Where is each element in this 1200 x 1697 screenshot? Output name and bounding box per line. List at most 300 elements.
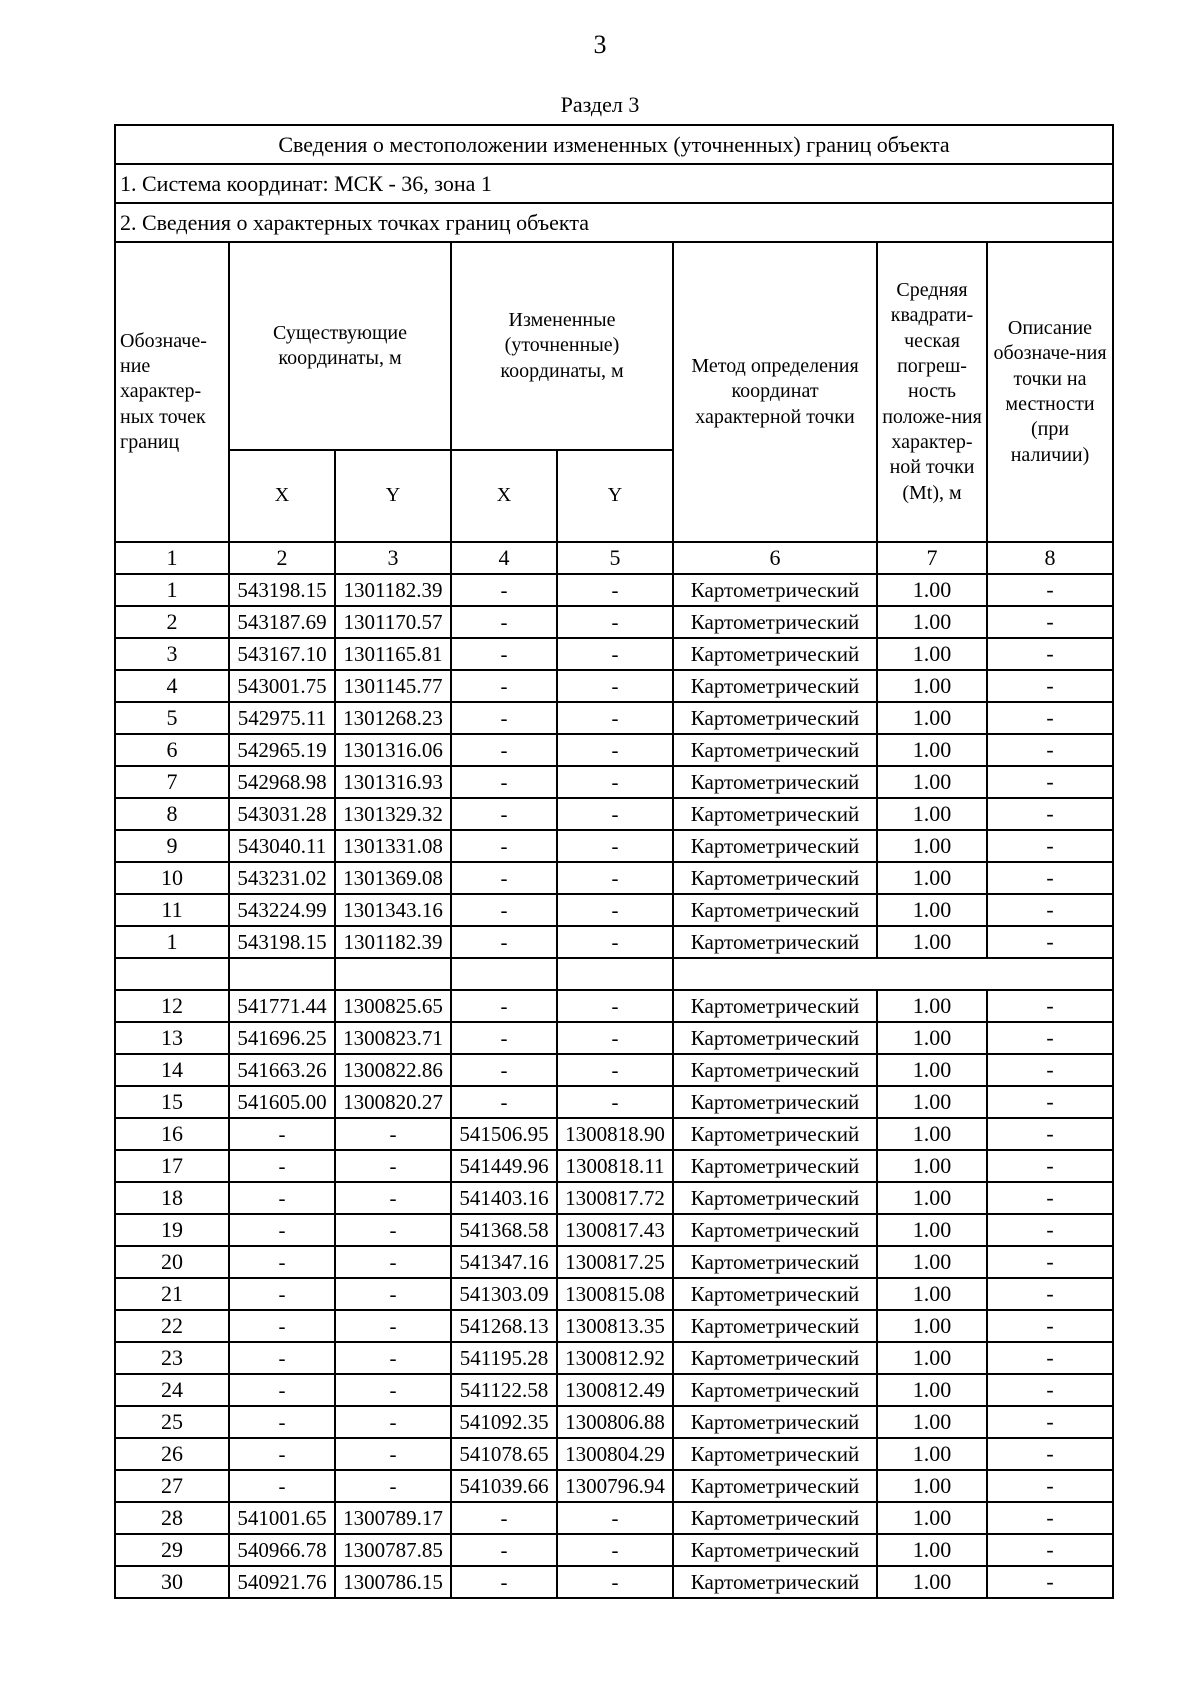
table-row: [115, 1278, 1113, 1310]
column-number: 7: [877, 542, 987, 574]
cell-y-changed: -: [557, 734, 673, 766]
cell-x-changed: -: [451, 734, 557, 766]
cell-mean-error: 1.00: [877, 1182, 987, 1214]
column-number: 8: [987, 542, 1113, 574]
cell-mean-error: 1.00: [877, 670, 987, 702]
cell-description: -: [987, 766, 1113, 798]
cell-y-changed: -: [557, 926, 673, 958]
cell-y-changed: -: [557, 798, 673, 830]
cell-mean-error: 1.00: [877, 1054, 987, 1086]
cell-y-changed: 1300813.35: [557, 1310, 673, 1342]
cell-description: -: [987, 1246, 1113, 1278]
cell-point: 9: [115, 830, 229, 862]
cell-y-existing: 1301182.39: [335, 926, 451, 958]
cell-x-existing: 543198.15: [229, 574, 335, 606]
cell-y-existing: 1301165.81: [335, 638, 451, 670]
cell-method: Картометрический: [673, 638, 877, 670]
cell-y-existing: 1300825.65: [335, 990, 451, 1022]
cell-point: 28: [115, 1502, 229, 1534]
cell-point: 5: [115, 702, 229, 734]
cell-y-existing: -: [335, 1246, 451, 1278]
cell-method: Картометрический: [673, 766, 877, 798]
cell-method: Картометрический: [673, 894, 877, 926]
cell-x-existing: 542968.98: [229, 766, 335, 798]
cell-description: -: [987, 830, 1113, 862]
cell-mean-error: 1.00: [877, 1118, 987, 1150]
cell-x-existing: -: [229, 1438, 335, 1470]
cell-description: -: [987, 1534, 1113, 1566]
cell-x-changed: 541122.58: [451, 1374, 557, 1406]
cell-x-existing: 541696.25: [229, 1022, 335, 1054]
cell-y-changed: -: [557, 1022, 673, 1054]
cell-description: -: [987, 638, 1113, 670]
cell-y-existing: 1301182.39: [335, 574, 451, 606]
cell-description: -: [987, 1374, 1113, 1406]
cell-x-existing: -: [229, 1374, 335, 1406]
cell-method: Картометрический: [673, 1310, 877, 1342]
cell-description: -: [987, 926, 1113, 958]
cell-x-changed: 541449.96: [451, 1150, 557, 1182]
cell-point: 1: [115, 574, 229, 606]
cell-y-changed: -: [557, 766, 673, 798]
cell-mean-error: 1.00: [877, 894, 987, 926]
cell-method: Картометрический: [673, 1054, 877, 1086]
cell-x-changed: -: [451, 702, 557, 734]
coordinate-system: 1. Система координат: МСК - 36, зона 1: [115, 164, 1113, 203]
table-row: [115, 926, 1113, 958]
cell-x-existing: 542975.11: [229, 702, 335, 734]
cell-mean-error: 1.00: [877, 1022, 987, 1054]
cell-method: Картометрический: [673, 1086, 877, 1118]
header-method: Метод определения координат характерной точки: [673, 242, 877, 542]
separator-row: [115, 958, 1113, 990]
cell-method: Картометрический: [673, 1534, 877, 1566]
cell-point: 30: [115, 1566, 229, 1598]
cell-mean-error: 1.00: [877, 830, 987, 862]
cell-x-changed: -: [451, 1566, 557, 1598]
table-row: [115, 734, 1113, 766]
cell-point: 12: [115, 990, 229, 1022]
table-row: [115, 1118, 1113, 1150]
column-numbers-row: [115, 542, 1113, 574]
cell-point: 8: [115, 798, 229, 830]
table-row: [115, 1566, 1113, 1598]
cell-x-existing: -: [229, 1310, 335, 1342]
section-title: Раздел 3: [560, 92, 640, 117]
cell-y-changed: 1300804.29: [557, 1438, 673, 1470]
cell-method: Картометрический: [673, 1438, 877, 1470]
cell-y-existing: 1301268.23: [335, 702, 451, 734]
cell-method: Картометрический: [673, 1470, 877, 1502]
table-row: [115, 798, 1113, 830]
cell-x-existing: 540921.76: [229, 1566, 335, 1598]
cell-y-existing: -: [335, 1406, 451, 1438]
cell-point: 26: [115, 1438, 229, 1470]
cell-x-existing: 543031.28: [229, 798, 335, 830]
cell-point: 25: [115, 1406, 229, 1438]
cell-y-existing: 1301331.08: [335, 830, 451, 862]
cell-mean-error: 1.00: [877, 990, 987, 1022]
cell-y-changed: -: [557, 1054, 673, 1086]
cell-y-changed: 1300806.88: [557, 1406, 673, 1438]
cell-point: 6: [115, 734, 229, 766]
cell-point: 2: [115, 606, 229, 638]
page-number: 3: [593, 30, 607, 59]
cell-x-changed: -: [451, 670, 557, 702]
cell-description: -: [987, 1406, 1113, 1438]
cell-mean-error: 1.00: [877, 1470, 987, 1502]
cell-point: 1: [115, 926, 229, 958]
table-row: [115, 1182, 1113, 1214]
separator-cell: [673, 958, 1113, 990]
cell-x-changed: -: [451, 574, 557, 606]
cell-x-changed: 541268.13: [451, 1310, 557, 1342]
cell-point: 24: [115, 1374, 229, 1406]
cell-mean-error: 1.00: [877, 1310, 987, 1342]
cell-description: -: [987, 1502, 1113, 1534]
cell-description: -: [987, 862, 1113, 894]
cell-point: 16: [115, 1118, 229, 1150]
cell-x-changed: -: [451, 606, 557, 638]
cell-mean-error: 1.00: [877, 798, 987, 830]
table-row: [115, 702, 1113, 734]
cell-y-changed: 1300796.94: [557, 1470, 673, 1502]
cell-description: -: [987, 990, 1113, 1022]
cell-x-existing: -: [229, 1342, 335, 1374]
cell-point: 10: [115, 862, 229, 894]
cell-y-changed: 1300818.90: [557, 1118, 673, 1150]
cell-description: -: [987, 1022, 1113, 1054]
table-row: [115, 574, 1113, 606]
cell-mean-error: 1.00: [877, 1502, 987, 1534]
cell-y-existing: 1300822.86: [335, 1054, 451, 1086]
cell-x-existing: -: [229, 1182, 335, 1214]
cell-y-changed: -: [557, 862, 673, 894]
cell-point: 14: [115, 1054, 229, 1086]
cell-description: -: [987, 1470, 1113, 1502]
cell-mean-error: 1.00: [877, 1086, 987, 1118]
cell-y-changed: -: [557, 990, 673, 1022]
cell-y-existing: -: [335, 1278, 451, 1310]
cell-x-changed: 541347.16: [451, 1246, 557, 1278]
cell-y-existing: 1300786.15: [335, 1566, 451, 1598]
header-changed-coordinates: Измененные (уточненные) координаты, м: [451, 242, 673, 450]
header-description: Описание обозначе-ния точки на местности (при наличии): [987, 242, 1113, 542]
cell-y-existing: -: [335, 1470, 451, 1502]
cell-method: Картометрический: [673, 830, 877, 862]
cell-y-existing: -: [335, 1118, 451, 1150]
cell-x-existing: 543167.10: [229, 638, 335, 670]
cell-method: Картометрический: [673, 990, 877, 1022]
table-row: [115, 1150, 1113, 1182]
cell-y-changed: -: [557, 830, 673, 862]
cell-method: Картометрический: [673, 702, 877, 734]
cell-mean-error: 1.00: [877, 638, 987, 670]
cell-description: -: [987, 1214, 1113, 1246]
table-row: [115, 862, 1113, 894]
header-existing-coordinates: Существующие координаты, м: [229, 242, 451, 450]
header-x-changed: X: [451, 450, 557, 542]
cell-method: Картометрический: [673, 606, 877, 638]
cell-y-changed: -: [557, 1502, 673, 1534]
table-row: [115, 894, 1113, 926]
cell-point: 4: [115, 670, 229, 702]
cell-x-existing: -: [229, 1118, 335, 1150]
cell-point: 3: [115, 638, 229, 670]
cell-description: -: [987, 1342, 1113, 1374]
cell-method: Картометрический: [673, 1374, 877, 1406]
cell-y-changed: -: [557, 1086, 673, 1118]
cell-x-changed: -: [451, 1502, 557, 1534]
column-number: 1: [115, 542, 229, 574]
cell-y-changed: 1300817.25: [557, 1246, 673, 1278]
header-mean-error: Средняя квадрати-ческая погреш-ность положе-ния характер-ной точки (Mt), м: [877, 242, 987, 542]
table-row: [115, 1310, 1113, 1342]
cell-mean-error: 1.00: [877, 862, 987, 894]
cell-y-changed: 1300812.49: [557, 1374, 673, 1406]
column-number: 2: [229, 542, 335, 574]
cell-mean-error: 1.00: [877, 766, 987, 798]
cell-x-changed: -: [451, 926, 557, 958]
cell-y-changed: -: [557, 638, 673, 670]
cell-description: -: [987, 1310, 1113, 1342]
table-row: [115, 1214, 1113, 1246]
table-row: [115, 1022, 1113, 1054]
cell-y-changed: -: [557, 606, 673, 638]
cell-x-existing: 543231.02: [229, 862, 335, 894]
cell-mean-error: 1.00: [877, 926, 987, 958]
cell-y-changed: 1300818.11: [557, 1150, 673, 1182]
cell-x-changed: 541195.28: [451, 1342, 557, 1374]
cell-y-existing: 1300823.71: [335, 1022, 451, 1054]
cell-method: Картометрический: [673, 1246, 877, 1278]
cell-y-existing: 1301343.16: [335, 894, 451, 926]
cell-x-changed: 541303.09: [451, 1278, 557, 1310]
cell-x-changed: 541078.65: [451, 1438, 557, 1470]
table-row: [115, 606, 1113, 638]
cell-description: -: [987, 1566, 1113, 1598]
cell-x-changed: -: [451, 798, 557, 830]
cell-description: -: [987, 606, 1113, 638]
table-row: [115, 990, 1113, 1022]
cell-y-existing: 1301316.06: [335, 734, 451, 766]
cell-y-existing: 1301316.93: [335, 766, 451, 798]
cell-x-changed: -: [451, 830, 557, 862]
cell-x-existing: 541771.44: [229, 990, 335, 1022]
table-row: [115, 1342, 1113, 1374]
cell-x-changed: 541506.95: [451, 1118, 557, 1150]
cell-description: -: [987, 734, 1113, 766]
table-row: [115, 1054, 1113, 1086]
cell-x-existing: 541001.65: [229, 1502, 335, 1534]
cell-method: Картометрический: [673, 862, 877, 894]
cell-mean-error: 1.00: [877, 1406, 987, 1438]
cell-y-existing: 1301170.57: [335, 606, 451, 638]
table-row: [115, 1534, 1113, 1566]
cell-x-existing: -: [229, 1246, 335, 1278]
cell-point: 19: [115, 1214, 229, 1246]
cell-mean-error: 1.00: [877, 1566, 987, 1598]
separator-cell: [335, 958, 451, 990]
cell-y-existing: -: [335, 1214, 451, 1246]
table-row: [115, 1374, 1113, 1406]
cell-x-existing: -: [229, 1214, 335, 1246]
cell-x-changed: -: [451, 894, 557, 926]
cell-mean-error: 1.00: [877, 702, 987, 734]
cell-mean-error: 1.00: [877, 1374, 987, 1406]
cell-description: -: [987, 670, 1113, 702]
separator-cell: [557, 958, 673, 990]
cell-y-existing: -: [335, 1374, 451, 1406]
cell-method: Картометрический: [673, 1342, 877, 1374]
header-x-existing: X: [229, 450, 335, 542]
cell-description: -: [987, 1086, 1113, 1118]
cell-y-existing: 1300820.27: [335, 1086, 451, 1118]
cell-x-changed: 541092.35: [451, 1406, 557, 1438]
cell-x-existing: -: [229, 1150, 335, 1182]
cell-point: 11: [115, 894, 229, 926]
cell-x-changed: -: [451, 766, 557, 798]
cell-method: Картометрический: [673, 734, 877, 766]
cell-x-changed: -: [451, 638, 557, 670]
cell-description: -: [987, 1054, 1113, 1086]
separator-cell: [115, 958, 229, 990]
header-y-existing: Y: [335, 450, 451, 542]
cell-method: Картометрический: [673, 1566, 877, 1598]
boundary-points-table: [114, 124, 1114, 1599]
cell-mean-error: 1.00: [877, 574, 987, 606]
cell-x-existing: 543187.69: [229, 606, 335, 638]
cell-method: Картометрический: [673, 1502, 877, 1534]
cell-y-existing: -: [335, 1438, 451, 1470]
column-number: 5: [557, 542, 673, 574]
cell-y-changed: -: [557, 894, 673, 926]
cell-description: -: [987, 798, 1113, 830]
cell-x-changed: -: [451, 990, 557, 1022]
column-number: 6: [673, 542, 877, 574]
cell-x-changed: 541368.58: [451, 1214, 557, 1246]
table-row: [115, 1470, 1113, 1502]
cell-x-changed: 541403.16: [451, 1182, 557, 1214]
cell-mean-error: 1.00: [877, 1246, 987, 1278]
cell-method: Картометрический: [673, 1118, 877, 1150]
cell-y-existing: -: [335, 1310, 451, 1342]
cell-x-existing: -: [229, 1406, 335, 1438]
cell-x-changed: -: [451, 1086, 557, 1118]
separator-cell: [229, 958, 335, 990]
cell-method: Картометрический: [673, 926, 877, 958]
cell-x-existing: -: [229, 1278, 335, 1310]
table-row: [115, 1406, 1113, 1438]
column-number: 3: [335, 542, 451, 574]
cell-y-changed: 1300817.43: [557, 1214, 673, 1246]
cell-point: 23: [115, 1342, 229, 1374]
table-row: [115, 1086, 1113, 1118]
cell-x-existing: -: [229, 1470, 335, 1502]
cell-y-changed: -: [557, 1534, 673, 1566]
cell-x-existing: 541663.26: [229, 1054, 335, 1086]
separator-cell: [451, 958, 557, 990]
cell-method: Картометрический: [673, 574, 877, 606]
cell-mean-error: 1.00: [877, 1342, 987, 1374]
cell-mean-error: 1.00: [877, 1438, 987, 1470]
cell-x-changed: -: [451, 1534, 557, 1566]
cell-point: 22: [115, 1310, 229, 1342]
cell-y-changed: -: [557, 1566, 673, 1598]
cell-description: -: [987, 1438, 1113, 1470]
table-title: Сведения о местоположении измененных (уточненных) границ объекта: [115, 125, 1113, 164]
cell-description: -: [987, 702, 1113, 734]
cell-x-changed: -: [451, 1022, 557, 1054]
cell-method: Картометрический: [673, 1406, 877, 1438]
cell-x-existing: 543198.15: [229, 926, 335, 958]
table-row: [115, 1438, 1113, 1470]
cell-point: 29: [115, 1534, 229, 1566]
cell-y-changed: 1300817.72: [557, 1182, 673, 1214]
header-y-changed: Y: [557, 450, 673, 542]
cell-mean-error: 1.00: [877, 1214, 987, 1246]
cell-y-existing: -: [335, 1150, 451, 1182]
cell-point: 18: [115, 1182, 229, 1214]
cell-point: 7: [115, 766, 229, 798]
cell-y-changed: 1300815.08: [557, 1278, 673, 1310]
cell-mean-error: 1.00: [877, 1534, 987, 1566]
table-row: [115, 670, 1113, 702]
cell-x-changed: 541039.66: [451, 1470, 557, 1502]
cell-y-existing: 1301145.77: [335, 670, 451, 702]
cell-x-existing: 543224.99: [229, 894, 335, 926]
cell-y-existing: -: [335, 1342, 451, 1374]
cell-point: 13: [115, 1022, 229, 1054]
cell-x-existing: 542965.19: [229, 734, 335, 766]
cell-method: Картометрический: [673, 798, 877, 830]
cell-mean-error: 1.00: [877, 1150, 987, 1182]
cell-point: 15: [115, 1086, 229, 1118]
table-row: [115, 766, 1113, 798]
cell-y-changed: -: [557, 670, 673, 702]
cell-method: Картометрический: [673, 1182, 877, 1214]
cell-y-existing: 1301329.32: [335, 798, 451, 830]
cell-x-existing: 541605.00: [229, 1086, 335, 1118]
table-row: [115, 830, 1113, 862]
cell-mean-error: 1.00: [877, 734, 987, 766]
cell-method: Картометрический: [673, 1214, 877, 1246]
table-row: [115, 1246, 1113, 1278]
cell-description: -: [987, 894, 1113, 926]
cell-y-existing: 1300789.17: [335, 1502, 451, 1534]
cell-y-changed: -: [557, 574, 673, 606]
cell-y-changed: -: [557, 702, 673, 734]
table-row: [115, 638, 1113, 670]
cell-x-changed: -: [451, 1054, 557, 1086]
cell-x-existing: 543040.11: [229, 830, 335, 862]
cell-method: Картометрический: [673, 1278, 877, 1310]
cell-y-changed: 1300812.92: [557, 1342, 673, 1374]
cell-x-changed: -: [451, 862, 557, 894]
cell-point: 20: [115, 1246, 229, 1278]
points-info-caption: 2. Сведения о характерных точках границ объекта: [115, 203, 1113, 242]
cell-method: Картометрический: [673, 1022, 877, 1054]
cell-mean-error: 1.00: [877, 1278, 987, 1310]
header-point-designation: Обозначе-ние характер-ных точек границ: [115, 242, 229, 542]
cell-x-existing: 540966.78: [229, 1534, 335, 1566]
cell-point: 17: [115, 1150, 229, 1182]
cell-method: Картометрический: [673, 670, 877, 702]
cell-description: -: [987, 1150, 1113, 1182]
cell-y-existing: -: [335, 1182, 451, 1214]
cell-mean-error: 1.00: [877, 606, 987, 638]
cell-description: -: [987, 1278, 1113, 1310]
